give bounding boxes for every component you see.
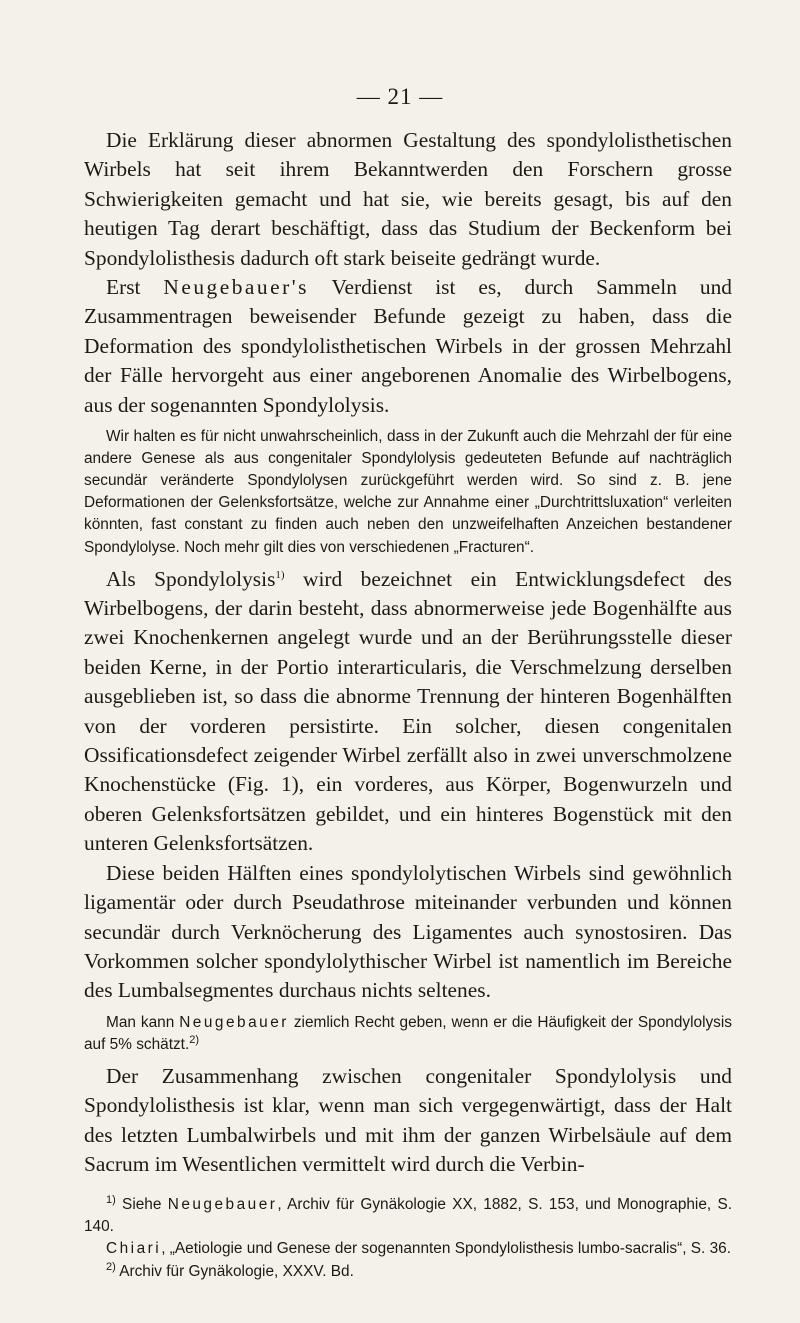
small-print-note-1: Wir halten es für nicht unwahrscheinlich, dass in der Zukunft auch die Mehrzahl der für eine andere Genese als aus congenitaler Spondylolysis gedeuteten Befunde auf nachträglich secundär veränderte Spondylolysen zurückgeführt werden wird. So sind z. B. jene Deformationen der Gelenksfortsätze, welche zur Annahme einer „Durchtrittsluxation“ verleiten könnten, fast constant zu finden auch neben den unzweifelhaften Anzeichen bestandener Spondylolyse. Noch mehr gilt dies von verschiedenen „Fracturen“. [84,428,732,556]
footnote-1b-rest: , „Aetiologie und Genese der sogenannten Spondylolisthesis lumbo-sacralis“, S. 36. [161,1240,731,1258]
paragraph-5: Der Zusammenhang zwischen congenitaler Spondylolysis und Spondylolisthesis ist klar, wenn man sich vergegenwärtigt, dass der Halt des letzten Lumbalwirbels und mit ihm der ganzen Wirbelsäule auf dem Sacrum im Wesentlichen vermittelt wird durch die Verbin- [84,1063,732,1177]
small-note-2-rest: ziemlich Recht geben, wenn er die Häufigkeit der Spondylolysis auf 5% schätzt. [84,1013,732,1053]
footnote-1-mark: 1) [106,1193,116,1206]
footnote-1b [84,1238,732,1260]
paragraph-4: Diese beiden Hälften eines spondylolytischen Wirbels sind gewöhnlich ligamentär oder durch Pseudathrose miteinander verbunden und können secundär durch Verknöcherung des Ligamentes auch synostosiren. Das Vorkommen solcher spondylolythischer Wirbel ist namentlich im Bereiche des Lumbalsegmentes durchaus nichts seltenes. [84,860,732,1003]
footnote-1-author: Neugebauer [167,1195,278,1213]
paragraph-2 [84,273,732,420]
paragraph-3-start: Als Spondylolysis [106,566,276,591]
author-name: Neugebauer's [163,275,309,300]
footnote-1 [84,1194,732,1239]
small-note-2-start: Man kann [106,1013,180,1031]
footnotes [84,1194,732,1284]
paragraph-3-rest: wird bezeichnet ein Entwicklungsdefect des Wirbelbogens, der darin besteht, dass abnormerweise jede Bogenhälfte aus zwei Knochenkernen angelegt wurde und an der Berührungsstelle dieser beiden Kerne, in der Portio interarticularis, die Verschmelzung derselben ausgeblieben ist, so dass die abnorme Trennung der hinteren Bogenhälften von der vorderen persistirte. Ein solcher, diesen congenitalen Ossificationsdefect zeigender Wirbel zerfällt also in zwei unverschmolzene Knochenstücke (Fig. 1), ein vorderes, aus Körper, Bogenwurzeln und oberen Gelenksfortsätzen gebildet, und ein hinteres Bogenstück mit den unteren Gelenksfortsätzen. [84,566,732,856]
footnote-ref-2: 2) [189,1033,200,1046]
footnote-1-rest: , Archiv für Gynäkologie XX, 1882, S. 153, und Monographie, S. 140. [84,1195,733,1235]
footnote-ref-1: 1) [275,568,285,581]
footnote-2 [84,1261,732,1283]
footnote-2-text: Archiv für Gynäkologie, XXXV. Bd. [115,1262,354,1280]
footnote-1b-author: Chiari [106,1240,162,1258]
paragraph-2-start: Erst [106,275,164,300]
paragraph-2-rest: Verdienst ist es, durch Sammeln und Zusammentragen beweisender Befunde gezeigt zu haben, dass die Deformation des spondylolisthetischen Wirbels in der grossen Mehrzahl der Fälle hervorgeht aus einer angeborenen Anomalie des Wirbelbogens, aus der sogenannten Spondylolysis. [84,275,732,417]
paragraph-1: Die Erklärung dieser abnormen Gestaltung des spondylolisthetischen Wirbels hat seit ihrem Bekanntwerden den Forschern grosse Schwierigkeiten gemacht und hat sie, wie bereits gesagt, bis auf den heutigen Tag derart beschäftigt, dass das Studium der Beckenform bei Spondylolisthesis dadurch oft stark beiseite gedrängt wurde. [84,128,732,270]
footnote-2-mark: 2) [106,1260,116,1273]
small-print-note-2 [84,1012,732,1056]
main-text [84,126,732,1283]
footnote-1-pre: Siehe [115,1195,168,1213]
page-number-header: — 21 — [356,84,444,109]
author-name: Neugebauer [179,1013,289,1031]
paragraph-3 [84,565,732,859]
